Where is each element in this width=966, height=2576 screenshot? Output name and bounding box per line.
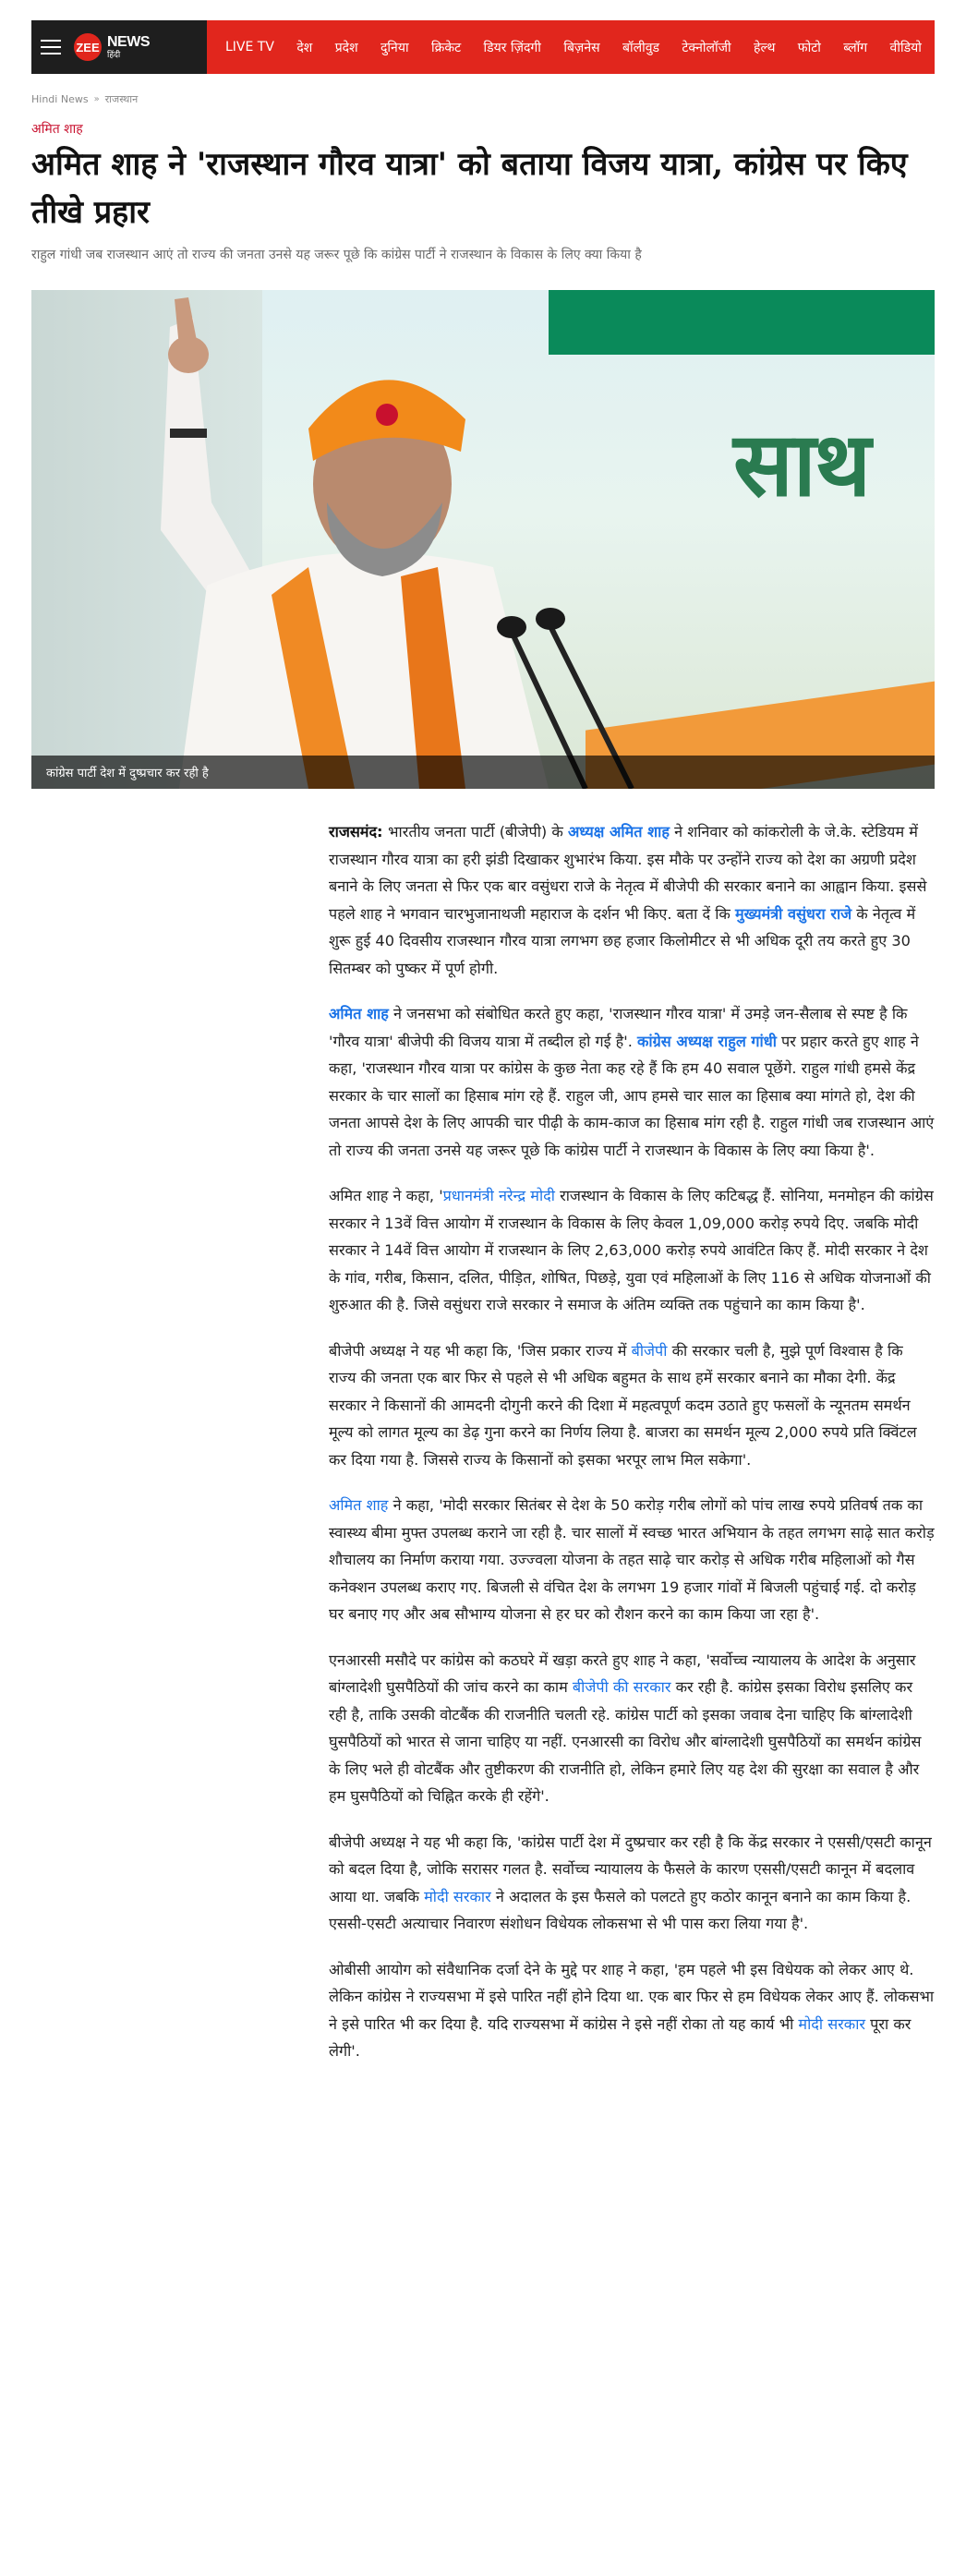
paragraph-text: एनआरसी मसौदे पर कांग्रेस को कठघरे में खड़ा करते हुए शाह ने कहा, 'सर्वोच्च न्यायालय के आदेश के अनुसार बांग्लादेशी घुसपैठियों की जांच करने का काम	[329, 1651, 916, 1696]
nav-menu	[207, 39, 935, 56]
paragraph-text: के नेतृत्व में शुरू हुई 40 दिवसीय राजस्थान गौरव यात्रा लगभग छह हजार किलोमीटर से भी अधिक दूरी तय करते हुए 30 सितम्बर को पुष्कर में पूर्ण होगी.	[329, 904, 916, 977]
nav-item[interactable]: क्रिकेट	[430, 40, 462, 55]
inline-topic-link[interactable]: अध्यक्ष अमित शाह	[567, 823, 670, 841]
paragraph-text: ने अदालत के इस फैसले को पलटते हुए कठोर कानून बनाने का काम किया है. एससी-एसटी अत्याचार निवारण संशोधन विधेयक लोकसभा से भी पास करा लिया गया है'.	[329, 1887, 912, 1932]
nav-item[interactable]: डियर ज़िंदगी	[483, 40, 541, 55]
article-paragraph	[329, 1182, 935, 1319]
article-subheadline: राहुल गांधी जब राजस्थान आएं तो राज्य की जनता उनसे यह जरूर पूछे कि कांग्रेस पार्टी ने राजस्थान के विकास के लिए क्या किया है	[31, 248, 642, 262]
nav-item[interactable]: टेक्नोलॉजी	[682, 40, 731, 55]
inline-topic-link[interactable]: कांग्रेस अध्यक्ष राहुल गांधी	[637, 1032, 777, 1050]
inline-topic-link[interactable]: अमित शाह	[329, 1005, 389, 1022]
logo-wordmark: NEWS	[107, 33, 150, 50]
paragraph-text: पर प्रहार करते हुए शाह ने कहा, 'राजस्थान गौरव यात्रा पर कांग्रेस के कुछ नेता कह रहे हैं कि हम 40 सवाल पूछेंगे. राहुल गांधी हमसे केंद्र सरकार के चार सालों का हिसाब मांग रहे हैं. राहुल जी, आप हमसे चार साल का हिसाब क्या मांगते हो, देश की जनता आपसे देश के लिए आपकी चार पीढ़ी के काम-काज का हिसाब मांग रही है. राहुल गांधी जब राजस्थान आएं तो राज्य की जनता उनसे यह जरूर पूछे कि कांग्रेस पार्टी ने राजस्थान के विकास के लिए क्या किया है'.	[329, 1032, 935, 1159]
article-category-tag[interactable]: अमित शाह	[31, 122, 83, 137]
nav-item[interactable]: हेल्थ	[754, 40, 776, 55]
article-paragraph	[329, 1829, 935, 1938]
nav-item[interactable]: बिज़नेस	[563, 40, 600, 55]
article-paragraph	[329, 818, 935, 982]
paragraph-text: बीजेपी अध्यक्ष ने यह भी कहा कि, 'कांग्रेस पार्टी देश में दुष्प्रचार कर रही है कि केंद्र सरकार ने एससी/एसटी कानून को बदल दिया है, जोकि सरासर गलत है. सर्वोच्च न्यायालय के फैसले के कारण एससी/एसटी कानून में बदलाव आया था. जबकि	[329, 1832, 932, 1905]
paragraph-text: ने शनिवार को कांकरोली के जे.के. स्टेडियम में राजस्थान गौरव यात्रा का हरी झंडी दिखाकर शुभारंभ किया. इस मौके पर उन्होंने राज्य को देश का अग्रणी प्रदेश बनाने के लिए जनता से फिर एक बार वसुंधरा राजे के नेतृत्व में बीजेपी की सरकार बनाने का आह्वान किया. इससे पहले शाह ने भगवान चारभुजानाथजी महाराज के दर्शन भी किए. बता दें कि	[329, 823, 927, 923]
paragraph-text: ओबीसी आयोग को संवैधानिक दर्जा देने के मुद्दे पर शाह ने कहा, 'हम पहले भी इस विधेयक को लेकर आए थे. लेकिन कांग्रेस ने राज्यसभा में इसे पारित नहीं होने दिया था. एक बार फिर से हम विधेयक लेकर आए हैं. लोकसभा ने इसे पारित भी कर दिया है. यदि राज्यसभा में कांग्रेस ने इसे नहीं रोका तो यह कार्य भी	[329, 1960, 935, 2033]
article-paragraph	[329, 1492, 935, 1628]
nav-item[interactable]: LIVE TV	[225, 40, 274, 54]
nav-item[interactable]: ब्लॉग	[843, 40, 868, 55]
article-paragraph	[329, 1647, 935, 1810]
paragraph-text: भारतीय जनता पार्टी (बीजेपी) के	[388, 823, 568, 841]
breadcrumb-section-link[interactable]: राजस्थान	[104, 93, 139, 105]
paragraph-text: ने जनसभा को संबोधित करते हुए कहा, 'राजस्थान गौरव यात्रा' में उमड़े जन-सैलाब से स्पष्ट है कि 'गौरव यात्रा' बीजेपी की विजय यात्रा में तब्दील हो गई है'.	[329, 1005, 908, 1050]
nav-item[interactable]: फोटो	[797, 40, 821, 55]
nav-item[interactable]: प्रदेश	[334, 40, 358, 55]
paragraph-text: की सरकार चली है, मुझे पूर्ण विश्वास है कि राज्य की जनता एक बार फिर से पहले से भी अधिक बहुमत के साथ हमें सरकार बनाने का मौका देगी. केंद्र सरकार ने किसानों की आमदनी दोगुनी करने की दिशा में महत्वपूर्ण कदम उठाते हुए फसलों के न्यूनतम समर्थन मूल्य को लागत मूल्य का डेढ़ गुना करने का निर्णय लिया है. बाजरा का समर्थन मूल्य 2,000 रुपये प्रति क्विंटल कर दिया गया है. जिससे राज्य के किसानों को इसका भरपूर लाभ मिल सकेगा'.	[329, 1341, 917, 1469]
inline-topic-link[interactable]: प्रधानमंत्री नरेन्द्र मोदी	[442, 1187, 555, 1204]
zee-news-logo[interactable]	[74, 33, 150, 61]
nav-brand-area	[31, 20, 207, 74]
hero-image	[31, 290, 935, 789]
breadcrumb-home-link[interactable]: Hindi News	[31, 93, 89, 105]
logo-language: हिंदी	[107, 50, 121, 60]
inline-topic-link[interactable]: बीजेपी की सरकार	[572, 1678, 671, 1696]
dateline: राजसमंद:	[329, 823, 389, 841]
nav-item[interactable]: वीडियो	[889, 40, 922, 55]
article-paragraph	[329, 1956, 935, 2065]
paragraph-text: पूरा कर लेगी'.	[329, 2014, 912, 2060]
inline-topic-link[interactable]: मोदी सरकार	[798, 2014, 866, 2033]
article-paragraph	[329, 1000, 935, 1164]
inline-topic-link[interactable]: बीजेपी	[631, 1341, 668, 1360]
inline-topic-link[interactable]: अमित शाह	[329, 1496, 389, 1514]
top-navigation-bar	[31, 20, 935, 74]
nav-item[interactable]: दुनिया	[380, 40, 409, 55]
article-paragraph	[329, 1337, 935, 1474]
breadcrumb-separator: »	[93, 94, 100, 104]
nav-item[interactable]: बॉलीवुड	[622, 40, 659, 55]
speaker-figure-illustration	[31, 290, 935, 789]
nav-item[interactable]: देश	[296, 40, 313, 55]
hamburger-menu-icon[interactable]	[41, 40, 61, 54]
paragraph-text: अमित शाह ने कहा, '	[329, 1187, 443, 1204]
paragraph-text: कर रही है. कांग्रेस इसका विरोध इसलिए कर रही है, ताकि उसकी वोटबैंक की राजनीति चलती रहे. कांग्रेस पार्टी को इसका जवाब देना चाहिए कि बांग्लादेशी घुसपैठियों को भारत से जाना चाहिए या नहीं. एनआरसी का विरोध और बांग्लादेशी घुसपैठियों का समर्थन कांग्रेस के लिए भले ही वोटबैंक और तुष्टीकरण की राजनीति हो, लेकिन हमारे लिए यह देश की सुरक्षा का सवाल है और हम घुसपैठियों को चिह्नित करके ही रहेंगे'.	[329, 1678, 922, 1805]
paragraph-text: राजस्थान के विकास के लिए कटिबद्ध हैं. सोनिया, मनमोहन की कांग्रेस सरकार ने 13वें वित्त आयोग में राजस्थान के विकास के लिए केवल 1,09,000 करोड़ रुपये दिए. जबकि मोदी सरकार ने 14वें वित्त आयोग में राजस्थान के लिए 2,63,000 करोड़ रुपये आवंटित किए हैं. मोदी सरकार ने देश के गांव, गरीब, किसान, दलित, पीड़ित, शोषित, पिछड़े, युवा एवं महिलाओं के लिए 116 से अधिक योजनाओं की शुरुआत की है. जिसे वसुंधरा राजे सरकार ने समाज के अंतिम व्यक्ति तक पहुंचाने का काम किया है'.	[329, 1187, 934, 1313]
logo-mark: ZEE	[74, 33, 102, 61]
paragraph-text: बीजेपी अध्यक्ष ने यह भी कहा कि, 'जिस प्रकार राज्य में	[329, 1341, 632, 1360]
hero-banner-text: साथ	[733, 413, 870, 516]
article-body	[329, 818, 935, 2084]
article-headline: अमित शाह ने 'राजस्थान गौरव यात्रा' को बताया विजय यात्रा, कांग्रेस पर किए तीखे प्रहार	[31, 146, 908, 231]
breadcrumb	[31, 92, 138, 106]
inline-topic-link[interactable]: मुख्यमंत्री वसुंधरा राजे	[735, 904, 852, 923]
paragraph-text: ने कहा, 'मोदी सरकार सितंबर से देश के 50 करोड़ गरीब लोगों को पांच लाख रुपये प्रतिवर्ष तक का स्वास्थ्य बीमा मुफ्त उपलब्ध कराने जा रही है. चार सालों में स्वच्छ भारत अभियान के तहत लगभग साढ़े सात करोड़ शौचालय का निर्माण कराया गया. उज्ज्वला योजना के तहत साढ़े चार करोड़ से अधिक गरीब महिलाओं को गैस कनेक्शन उपलब्ध कराए गए. बिजली से वंचित देश के लगभग 19 हजार गांवों में बिजली पहुंचाई गई. दो करोड़ घर बनाए गए और अब सौभाग्य योजना से हर घर को रौशन करने का काम किया जा रहा है'.	[329, 1496, 935, 1623]
hero-image-caption: कांग्रेस पार्टी देश में दुष्प्रचार कर रही है	[31, 756, 935, 789]
inline-topic-link[interactable]: मोदी सरकार	[424, 1887, 491, 1905]
